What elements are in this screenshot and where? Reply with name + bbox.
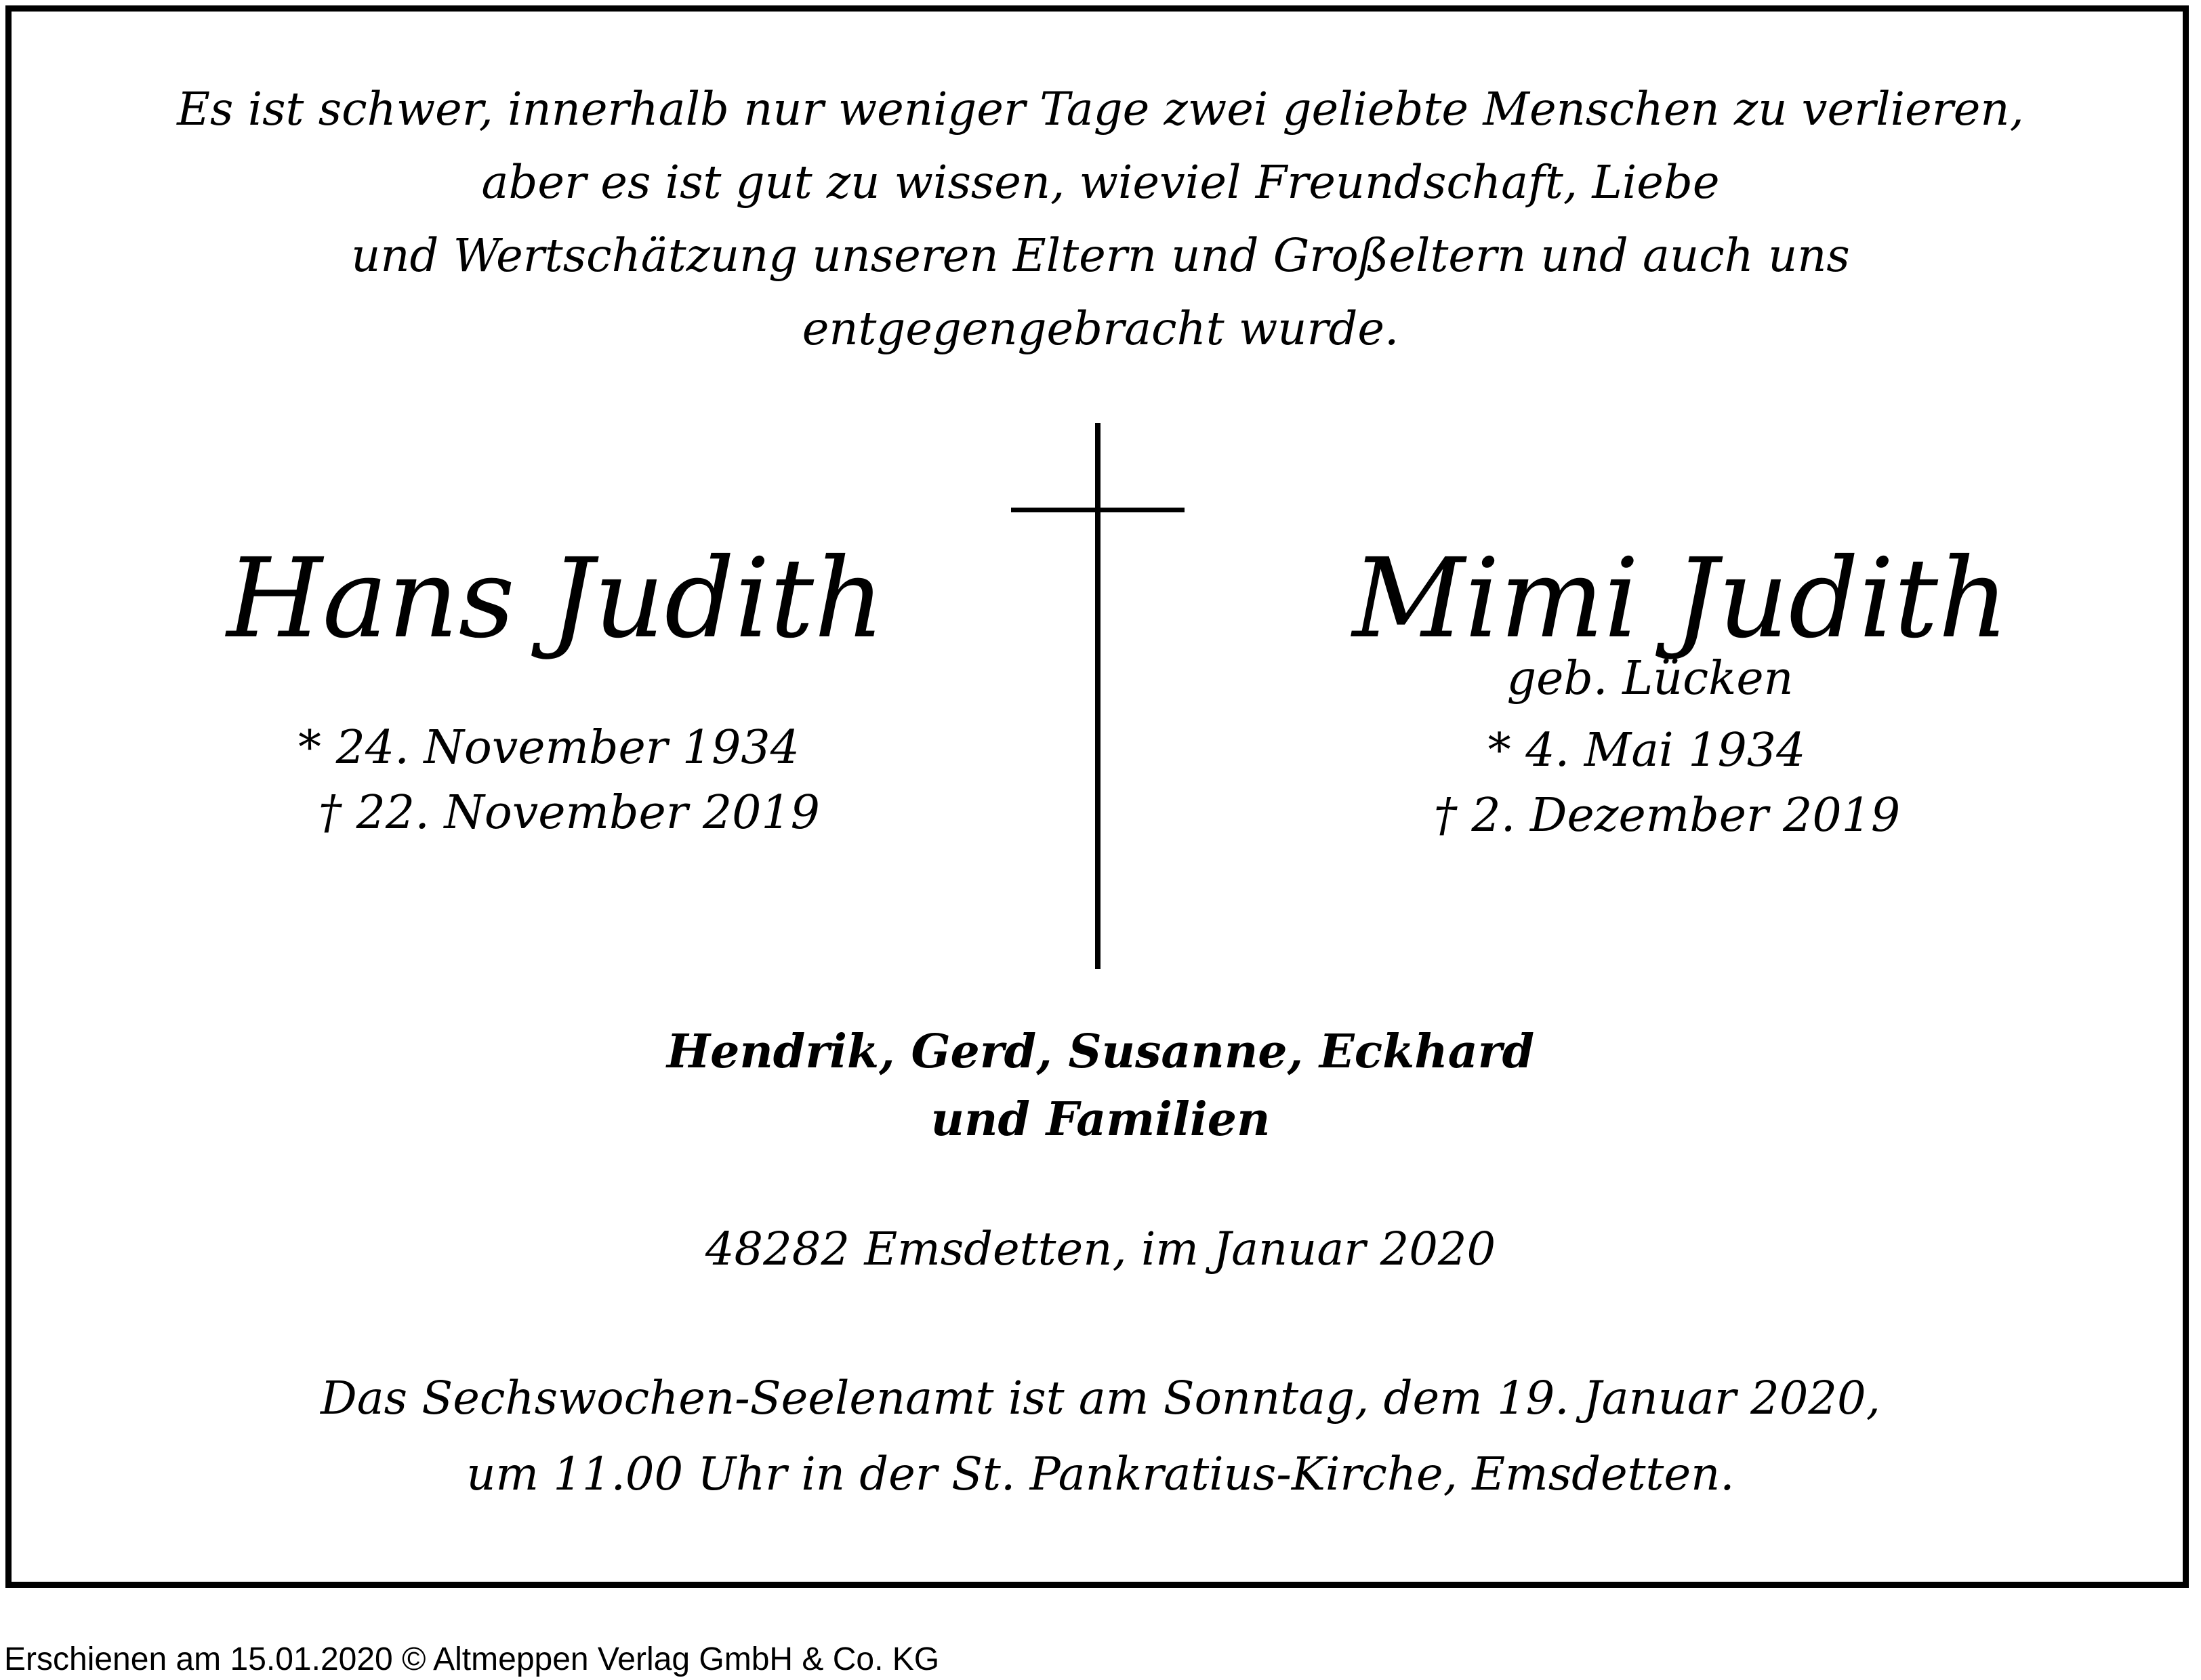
publication-footer: Erschienen am 15.01.2020 © Altmeppen Verlag GmbH & Co. KG xyxy=(4,1641,940,1677)
intro-line-2: aber es ist gut zu wissen, wieviel Freundschaft, Liebe xyxy=(481,156,1720,209)
service-line-1: Das Sechswochen-Seelenamt ist am Sonntag, dem 19. Januar 2020, xyxy=(321,1372,1880,1425)
place-date: 48282 Emsdetten, im Januar 2020 xyxy=(705,1223,1496,1275)
intro-line-4: entgegengebracht wurde. xyxy=(802,302,1399,355)
right-death-date: † 2. Dezember 2019 xyxy=(1433,789,1901,842)
family-names: Hendrik, Gerd, Susanne, Eckhard xyxy=(666,1025,1535,1079)
right-deceased-name: Mimi Judith xyxy=(1352,535,2009,663)
right-maiden-name: geb. Lücken xyxy=(1506,652,1794,705)
cross-icon-bar xyxy=(1011,508,1185,512)
left-deceased-name: Hans Judith xyxy=(226,535,885,663)
family-suffix: und Familien xyxy=(930,1092,1271,1147)
service-line-2: um 11.00 Uhr in der St. Pankratius-Kirche, Emsdetten. xyxy=(466,1448,1735,1500)
left-birth-date: * 24. November 1934 xyxy=(298,721,800,775)
intro-line-1: Es ist schwer, innerhalb nur weniger Tage zwei geliebte Menschen zu verlieren, xyxy=(177,83,2024,136)
left-death-date: † 22. November 2019 xyxy=(318,786,820,840)
right-birth-date: * 4. Mai 1934 xyxy=(1487,724,1806,777)
cross-icon xyxy=(1095,423,1100,969)
intro-line-3: und Wertschätzung unseren Eltern und Großeltern und auch uns xyxy=(351,229,1850,282)
